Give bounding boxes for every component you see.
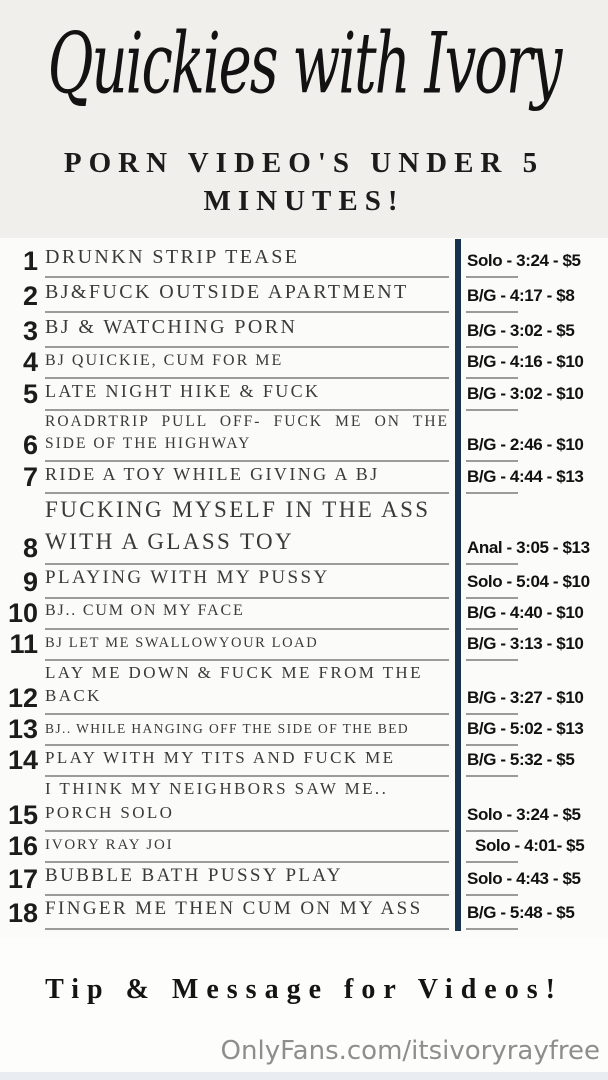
video-price: B/G - 4:40 - $10 [461, 603, 608, 630]
video-menu-list [0, 238, 608, 938]
video-number: 15 [7, 799, 38, 830]
video-row [0, 379, 608, 411]
video-price: B/G - 4:16 - $10 [461, 352, 608, 379]
video-title: I THINK MY NEIGHBORS SAW ME.. PORCH SOLO [45, 777, 449, 832]
video-row [0, 494, 608, 565]
video-price: B/G - 5:02 - $13 [461, 719, 608, 746]
video-title: BJ.. CUM ON MY FACE [45, 600, 449, 629]
video-number: 10 [7, 597, 38, 628]
video-row [0, 313, 608, 348]
video-number: 5 [22, 379, 38, 410]
video-number: 4 [22, 346, 38, 377]
video-title: BJ & WATCHING PORN [45, 313, 449, 348]
video-row [0, 462, 608, 494]
video-price: B/G - 3:27 - $10 [461, 688, 608, 715]
video-price: B/G - 4:44 - $13 [461, 467, 608, 494]
video-price: Anal - 3:05 - $13 [461, 538, 608, 565]
video-number: 17 [7, 864, 38, 895]
video-row [0, 411, 608, 461]
video-number: 18 [7, 898, 38, 928]
video-number: 1 [22, 246, 38, 276]
video-title: BUBBLE BATH PUSSY PLAY [45, 863, 449, 897]
video-price: Solo - 4:43 - $5 [461, 869, 608, 896]
video-title: FINGER ME THEN CUM ON MY ASS [45, 896, 449, 930]
footer-band [0, 938, 608, 1080]
video-number: 8 [22, 533, 38, 564]
header-band [0, 0, 608, 238]
page-subtitle: PORN VIDEO'S UNDER 5 MINUTES! [63, 147, 545, 218]
video-number: 6 [22, 429, 38, 460]
video-price: Solo - 3:24 - $5 [461, 251, 608, 278]
video-number: 11 [9, 628, 38, 659]
video-title: FUCKING MYSELF IN THE ASS WITH A GLASS TOY [45, 494, 449, 565]
bottom-edge-strip [0, 1072, 608, 1080]
video-row [0, 715, 608, 746]
video-row [0, 243, 608, 278]
onlyfans-watermark: OnlyFans.com/itsivoryrayfree [220, 1036, 600, 1066]
video-price: Solo - 4:01- $5 [461, 836, 608, 863]
video-row [0, 278, 608, 313]
video-title: BJ.. WHILE HANGING OFF THE SIDE OF THE BED [45, 720, 449, 746]
video-number: 3 [22, 316, 38, 346]
video-title: IVORY RAY JOI [45, 835, 449, 863]
video-number: 7 [22, 461, 38, 492]
video-price: B/G - 5:32 - $5 [461, 750, 608, 777]
video-price: B/G - 5:48 - $5 [461, 903, 608, 930]
video-title: DRUNKN STRIP TEASE [45, 243, 449, 278]
video-title: BJ QUICKIE, CUM FOR ME [45, 350, 449, 379]
tip-message-cta: Tip & Message for Videos! [45, 974, 563, 1005]
video-title: BJ&FUCK OUTSIDE APARTMENT [45, 278, 449, 313]
video-title: ROADRTRIP PULL OFF- FUCK ME ON THE SIDE OF THE HIGHWAY [45, 411, 449, 461]
video-row [0, 565, 608, 599]
page-title: Quickies with Ivory [47, 15, 561, 113]
video-title: PLAY WITH MY TITS AND FUCK ME [45, 746, 449, 777]
video-row [0, 896, 608, 930]
video-price: B/G - 4:17 - $8 [461, 286, 608, 313]
video-row [0, 630, 608, 661]
video-row [0, 599, 608, 630]
video-price: Solo - 3:24 - $5 [461, 805, 608, 832]
video-number: 12 [7, 683, 38, 714]
video-number: 14 [7, 745, 38, 776]
video-row [0, 746, 608, 777]
video-title: LATE NIGHT HIKE & FUCK [45, 379, 449, 411]
video-title: BJ LET ME SWALLOWYOUR LOAD [45, 633, 449, 660]
video-price: B/G - 2:46 - $10 [461, 435, 608, 462]
video-price: B/G - 3:13 - $10 [461, 634, 608, 661]
video-price: B/G - 3:02 - $5 [461, 321, 608, 348]
video-number: 16 [7, 830, 38, 861]
video-title: LAY ME DOWN & FUCK ME FROM THE BACK [45, 661, 449, 716]
video-title: RIDE A TOY WHILE GIVING A BJ [45, 462, 449, 494]
video-number: 2 [22, 281, 38, 311]
video-number: 13 [7, 714, 38, 745]
video-price: B/G - 3:02 - $10 [461, 384, 608, 411]
video-price: Solo - 5:04 - $10 [461, 572, 608, 599]
video-number: 9 [22, 566, 38, 597]
video-row [0, 832, 608, 863]
video-row [0, 777, 608, 832]
video-title: PLAYING WITH MY PUSSY [45, 565, 449, 599]
video-row [0, 863, 608, 897]
video-row [0, 348, 608, 379]
video-row [0, 661, 608, 716]
